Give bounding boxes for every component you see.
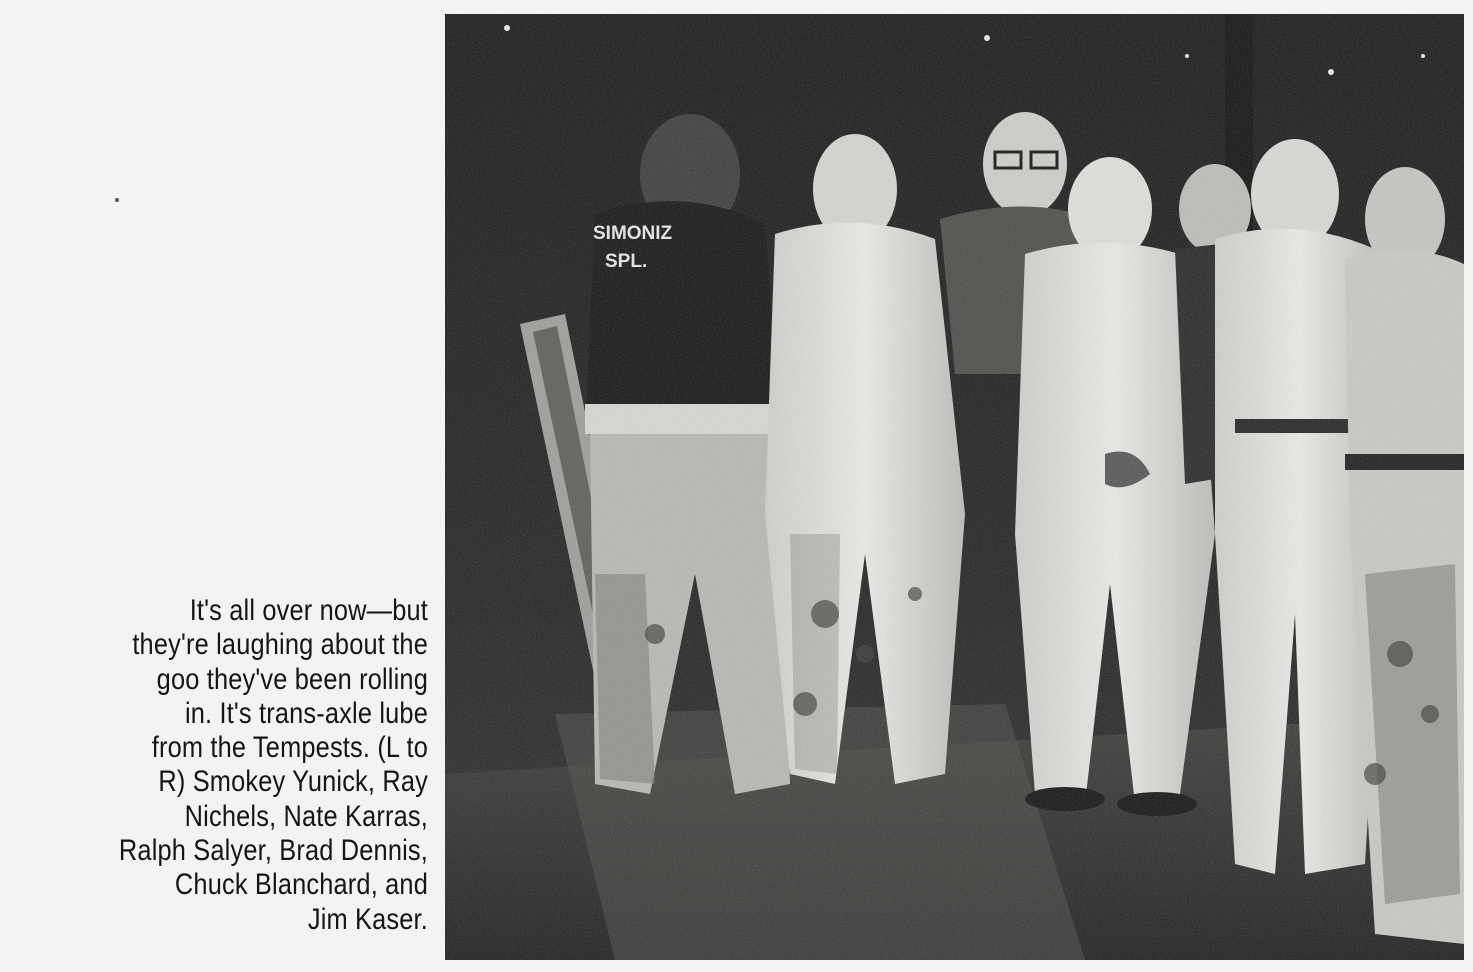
caption-line: from the Tempests. (L to bbox=[151, 731, 428, 765]
caption-line: goo they've been rolling bbox=[156, 662, 429, 696]
caption-line: Chuck Blanchard, and bbox=[174, 868, 428, 902]
caption-line: R) Smokey Yunick, Ray bbox=[158, 765, 428, 799]
photo-illustration bbox=[445, 14, 1464, 960]
caption-line: It's all over now—but bbox=[189, 594, 428, 627]
caption-line: Nichels, Nate Karras, bbox=[184, 799, 428, 833]
caption-line: Ralph Salyer, Brad Dennis, bbox=[118, 834, 428, 868]
print-speck bbox=[115, 198, 119, 202]
caption-line: they're laughing about the bbox=[132, 628, 428, 662]
photo-caption bbox=[77, 594, 428, 937]
group-photo bbox=[445, 14, 1464, 960]
caption-line: Jim Kaser. bbox=[307, 902, 428, 936]
film-grain bbox=[445, 14, 1464, 960]
caption-line: in. It's trans-axle lube bbox=[184, 696, 428, 730]
